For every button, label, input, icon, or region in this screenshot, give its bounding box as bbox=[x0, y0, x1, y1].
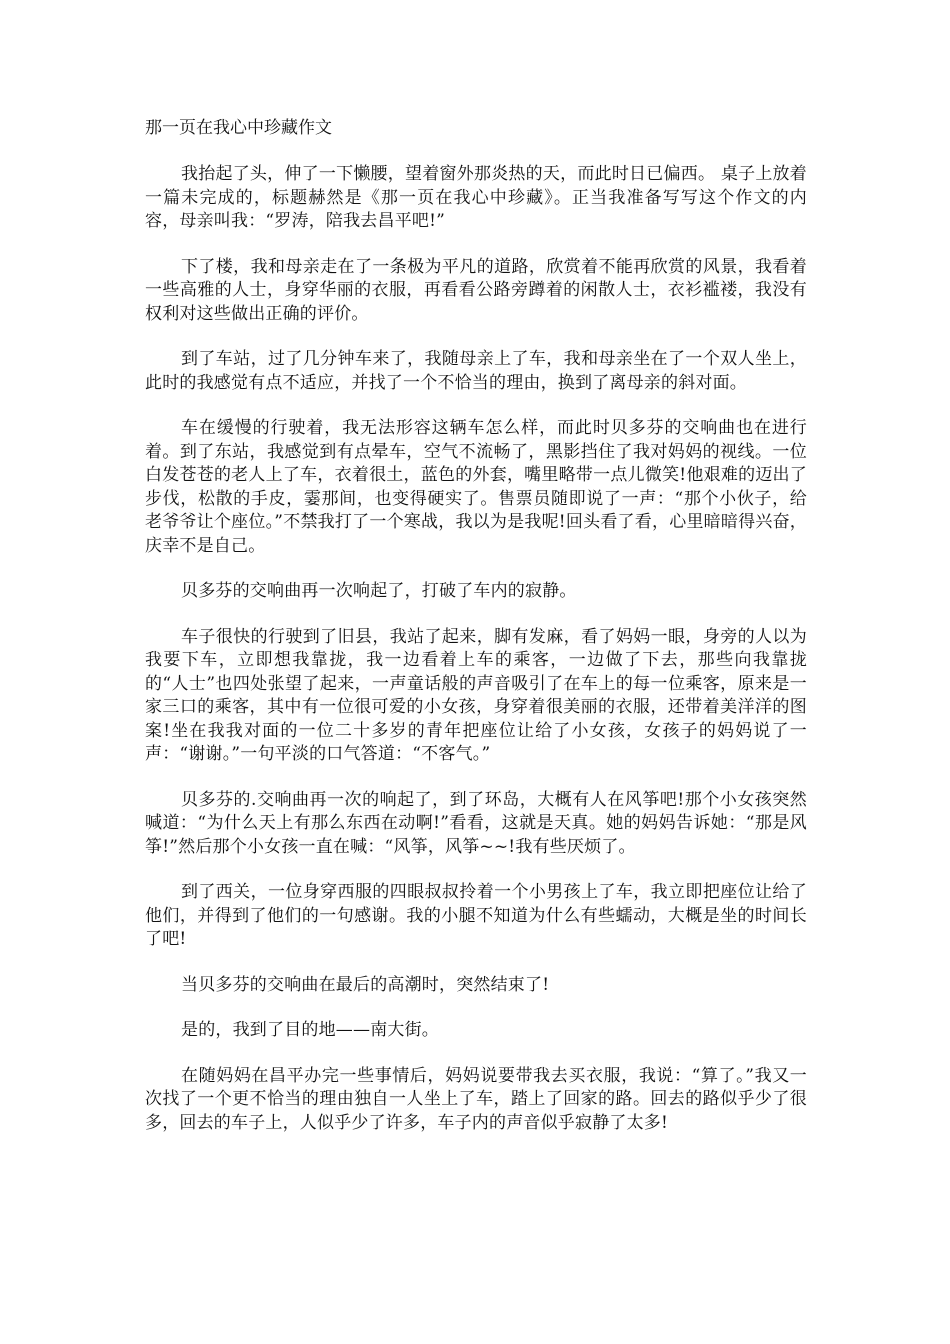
document-title: 那一页在我心中珍藏作文 bbox=[145, 118, 332, 138]
paragraph-6: 车子很快的行驶到了旧县，我站了起来，脚有发麻，看了妈妈一眼，身旁的人以为我要下车，立即想我靠拢，我一边看着上车的乘客，一边做了下去，那些向我靠拢的“人士”也四处张望了起来，一声童话般的声音吸引了在车上的每一位乘客，原来是一家三口的乘客，其中有一位很可爱的小女孩，身穿着很美丽的衣服，还带着美洋洋的图案!坐在我我对面的一位二十多岁的青年把座位让给了小女孩，女孩子的妈妈说了一声：“谢谢。”一句平淡的口气答道：“不客气。” bbox=[145, 626, 807, 764]
paragraph-5: 贝多芬的交响曲再一次响起了，打破了车内的寂静。 bbox=[181, 581, 577, 601]
paragraph-10: 是的，我到了目的地——南大街。 bbox=[181, 1020, 439, 1040]
paragraph-2: 下了楼，我和母亲走在了一条极为平凡的道路，欣赏着不能再欣赏的风景，我看着一些高雅的人士，身穿华丽的衣服，再看看公路旁蹲着的闲散人士，衣衫褴褛，我没有权利对这些做出正确的评价。 bbox=[145, 256, 807, 324]
paragraph-9: 当贝多芬的交响曲在最后的高潮时，突然结束了! bbox=[181, 974, 550, 995]
paragraph-8: 到了西关，一位身穿西服的四眼叔叔拎着一个小男孩上了车，我立即把座位让给了他们，并得到了他们的一句感谢。我的小腿不知道为什么有些蠕动，大概是坐的时间长了吧! bbox=[145, 882, 807, 949]
paragraph-11: 在随妈妈在昌平办完一些事情后，妈妈说要带我去买衣服，我说：“算了。”我又一次找了一个更不恰当的理由独自一人坐上了车，踏上了回家的路。回去的路似乎少了很多，回去的车子上，人似乎少了许多，车子内的声音似乎寂静了太多! bbox=[145, 1065, 807, 1133]
paragraph-4: 车在缓慢的行驶着，我无法形容这辆车怎么样，而此时贝多芬的交响曲也在进行着。到了东站，我感觉到有点晕车，空气不流畅了，黑影挡住了我对妈妈的视线。一位白发苍苍的老人上了车，衣着很土，蓝色的外套，嘴里略带一点儿微笑!他艰难的迈出了步伐，松散的手皮，霎那间，也变得硬实了。售票员随即说了一声：“那个小伙子，给老爷爷让个座位。”不禁我打了一个寒战，我以为是我呢!回头看了看，心里暗暗得兴奋，庆幸不是自己。 bbox=[145, 418, 807, 556]
paragraph-1: 我抬起了头，伸了一下懒腰，望着窗外那炎热的天，而此时日已偏西。 桌子上放着一篇未完成的，标题赫然是《那一页在我心中珍藏》。正当我准备写写这个作文的内容，母亲叫我：“罗涛，陪我去昌平吧!” bbox=[145, 164, 807, 231]
document-page bbox=[145, 116, 807, 1157]
paragraph-3: 到了车站，过了几分钟车来了，我随母亲上了车，我和母亲坐在了一个双人坐上，此时的我感觉有点不适应，并找了一个不恰当的理由，换到了离母亲的斜对面。 bbox=[145, 349, 807, 393]
paragraph-7: 贝多芬的.交响曲再一次的响起了，到了环岛，大概有人在风筝吧!那个小女孩突然喊道：“为什么天上有那么东西在动啊!”看看，这就是天真。她的妈妈告诉她：“那是风筝!”然后那个小女孩一直在喊：“风筝，风筝~~!我有些厌烦了。 bbox=[145, 789, 807, 857]
